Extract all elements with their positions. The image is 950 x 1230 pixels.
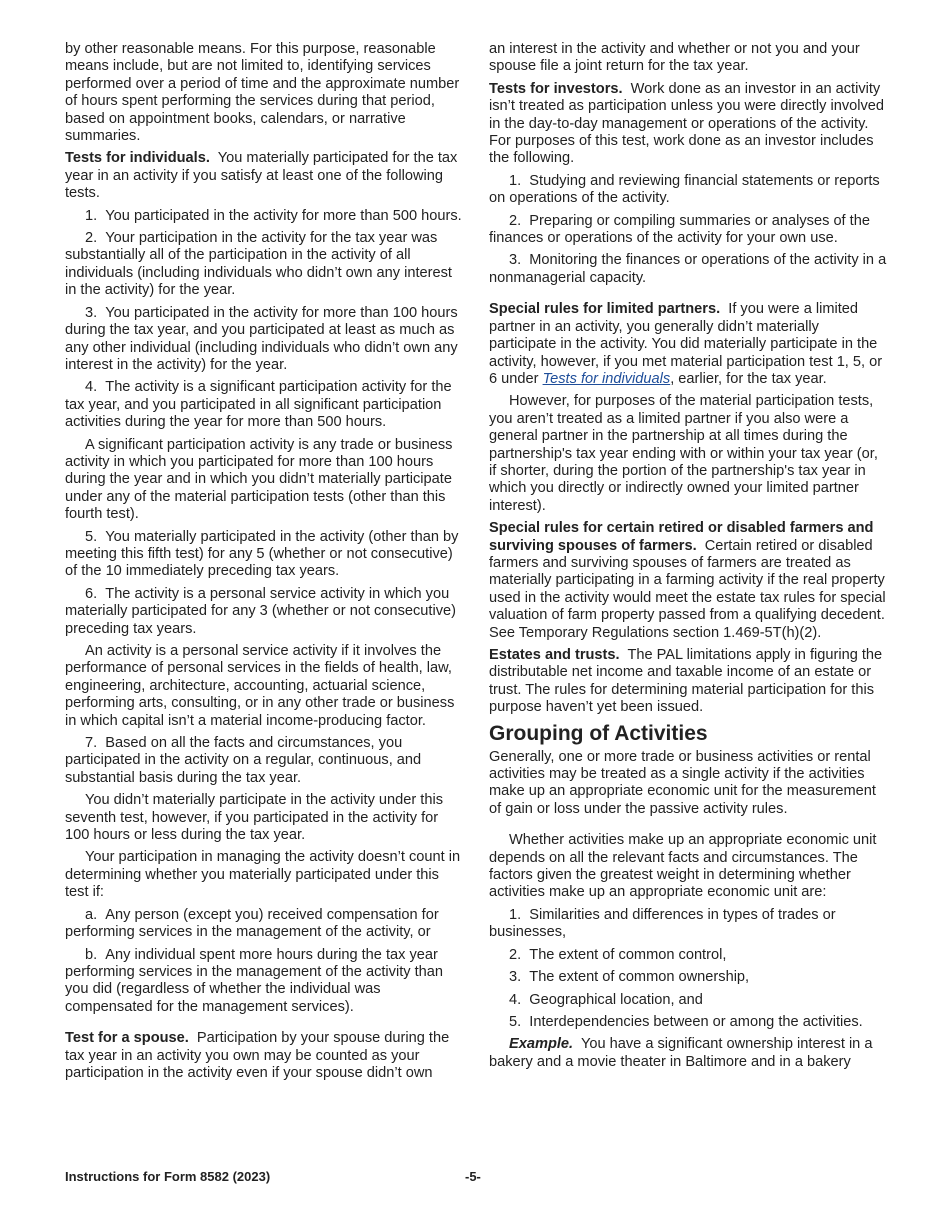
heading: Estates and trusts. [489, 647, 620, 663]
page-number: -5- [465, 1169, 481, 1184]
paragraph: an interest in the activity and whether or not you and your spouse file a joint return for the tax year. [489, 41, 860, 75]
paragraph: Your participation in managing the activity doesn’t count in determining whether you materially participated under this test if: [65, 849, 461, 901]
test-item: 2. Preparing or compiling summaries or analyses of the finances or operations of the activity for your own use. [489, 212, 870, 247]
individual-tests-intro [65, 150, 462, 202]
test-item: 1. Studying and reviewing financial statements or reports on operations of the activity. [489, 172, 880, 207]
test-item: 3. You participated in the activity for more than 100 hours during the tax year, and you participated at least as much as any other individual (including individuals who didn’t own any interest in the activity) for the year. [65, 304, 458, 373]
right-column [489, 41, 887, 1076]
test-item: 6. The activity is a personal service activity in which you materially participated for any 3 (whether or not consecutive) preceding tax years. [65, 585, 456, 637]
paragraph: You didn’t materially participate in the activity under this seventh test, however, if you participated in the activity for 100 hours or less during the tax year. [65, 792, 444, 844]
paragraph-text: Participation by your spouse during the tax year in an activity you own may be counted as your participation in the activity even if your spouse didn’t own [65, 1030, 450, 1081]
test-item: 1. You participated in the activity for more than 500 hours. [85, 207, 462, 224]
paragraph-text: Work done as an investor in an activity isn’t treated as participation unless you were directly involved in the day-to-day management or operations of the activity. For purposes of this test, work done as an investor includes the following. [489, 80, 885, 167]
paragraph-text: The PAL limitations apply in figuring the distributable net income and taxable income of an estate or trust. The rules for determining material participation for this purpose haven’t yet been issued. [489, 647, 883, 716]
factor-item: 5. Interdependencies between or among the activities. [509, 1013, 863, 1030]
sub-item: b. Any individual spent more hours during the tax year performing services in the management of the activity than you did (regardless of whether the individual was compensated for the management services). [65, 946, 444, 1015]
factor-item: 4. Geographical location, and [509, 991, 703, 1008]
limited-partners [489, 301, 887, 388]
paragraph: by other reasonable means. For this purpose, reasonable means include, but are not limited to, identifying services performed over a period of time and the approximate number of hours spent performing the services during that period, based on appointment books, calendars, or narrative summaries. [65, 41, 460, 145]
heading: Special rules for limited partners. [489, 301, 721, 318]
form-title: Instructions for Form 8582 (2023) [65, 1169, 271, 1184]
paragraph-text: You materially participated for the tax year in an activity if you satisfy at least one of the following tests. [65, 150, 458, 202]
paragraph-text: If you were a limited partner in an activity, you generally didn’t materially participate in the activity. You did materially participate in the activity, however, if you met material participation test 1, 5, or 6 under [489, 301, 883, 387]
paragraph: Generally, one or more trade or business activities or rental activities may be treated as a single activity if the activities make up an appropriate economic unit for the measurement of gain or loss under the passive activity rules. [489, 748, 876, 817]
paragraph-text: , earlier, for the tax year. [670, 370, 827, 387]
test-item: 2. Your participation in the activity for the tax year was substantially all of the participation in the activity of all individuals (including individuals who didn’t own any interest in the activity) for the year. [65, 230, 452, 299]
paragraph: Whether activities make up an appropriate economic unit depends on all the relevant facts and circumstances. The factors given the greatest weight in determining whether activities make up an appropriate economic unit are: [489, 832, 877, 901]
factor-item: 3. The extent of common ownership, [509, 969, 750, 986]
paragraph: A significant participation activity is any trade or business activity in which you participated for more than 100 hours during the year and in which you didn’t materially participate under any of the material participation tests (other than this fourth test). [65, 436, 453, 523]
test-item: 5. You materially participated in the activity (other than by meeting this fifth test) for any 5 (whether or not consecutive) of the 10 immediately preceding tax years. [65, 528, 459, 580]
section-title: Grouping of Activities [489, 721, 708, 745]
heading: Test for a spouse. [65, 1030, 189, 1047]
paragraph: An activity is a personal service activity if it involves the performance of personal services in the fields of health, law, engineering, architecture, accounting, actuarial science, performing arts, consulting, or in any other trade or business in which capital isn’t a material income-producing factor. [65, 643, 455, 729]
heading: Tests for individuals. [65, 150, 210, 167]
farmers-rules [489, 520, 887, 642]
test-item: 4. The activity is a significant participation activity for the tax year, and you participated in all significant participation activities during the year for more than 500 hours. [65, 379, 452, 431]
heading: Tests for investors. [489, 80, 623, 97]
heading: Special rules for certain retired or disabled farmers and surviving spouses of farmers. [489, 520, 874, 554]
factor-item: 2. The extent of common control, [509, 946, 727, 963]
example-paragraph [489, 1036, 887, 1071]
paragraph-text: You have a significant ownership interest in a bakery and a movie theater in Baltimore and in a bakery [489, 1036, 873, 1070]
test-item: 3. Monitoring the finances or operations of the activity in a nonmanagerial capacity. [489, 252, 887, 286]
sub-item: a. Any person (except you) received compensation for performing services in the management of the activity, or [65, 906, 439, 941]
tests-for-individuals-link[interactable]: Tests for individuals [542, 370, 671, 387]
test-item: 7. Based on all the facts and circumstances, you participated in the activity on a regular, continuous, and substantial basis during the tax year. [65, 735, 422, 786]
paragraph: However, for purposes of the material participation tests, you aren’t treated as a limited partner if you also were a general partner in the partnership at all times during the partnership's tax year ending with or within your tax year (or, if shorter, during the portion of the partnership's tax year in which you directly or indirectly owned your limited partner interest). [489, 393, 878, 514]
factor-item: 1. Similarities and differences in types of trades or businesses, [489, 906, 836, 941]
paragraph-text: Certain retired or disabled farmers and surviving spouses of farmers are treated as materially participating in a farming activity if the real property used in the activity would meet the estate tax rules for special valuation of farm property passed from a qualifying decedent. See Temporary Regulations section 1.469-5T(h)(2). [489, 537, 886, 641]
heading: Example. [509, 1036, 574, 1053]
investor-tests-intro [489, 81, 887, 168]
spouse-test [65, 1030, 462, 1082]
estates-trusts [489, 647, 887, 717]
left-column [65, 41, 462, 1087]
